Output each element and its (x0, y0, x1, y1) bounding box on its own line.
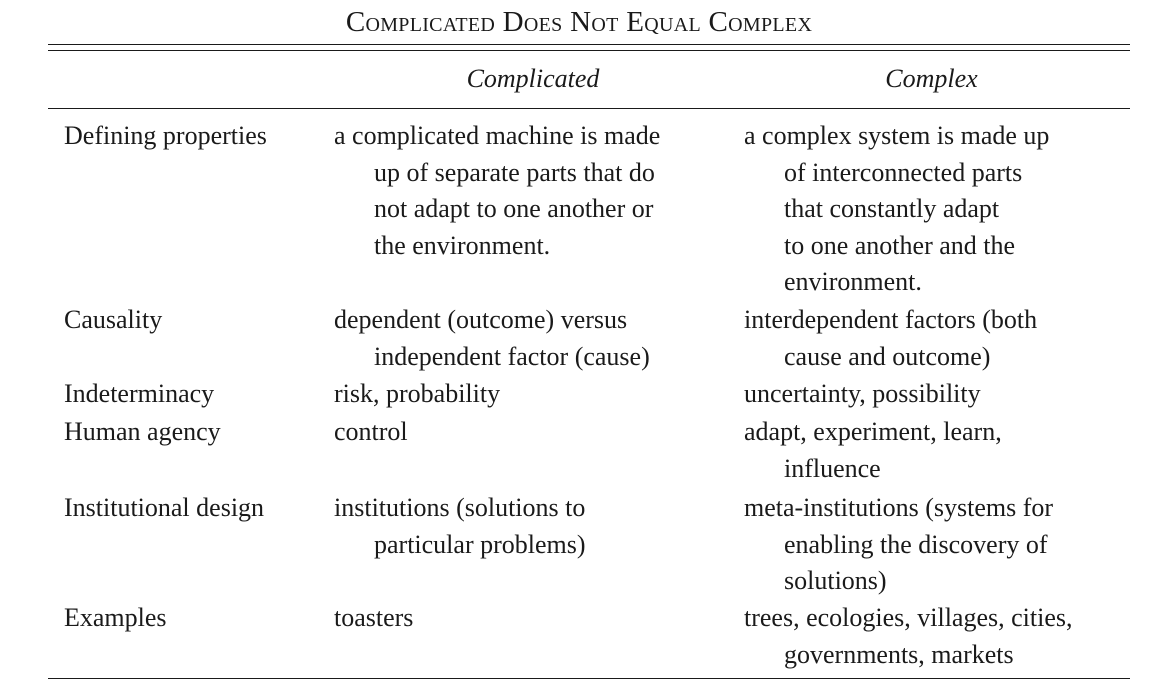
cell-line: environment. (784, 267, 922, 296)
cell-line: toasters (334, 603, 414, 632)
complex-cell (744, 600, 1124, 673)
column-header-complicated: Complicated (466, 64, 600, 93)
complicated-cell (334, 302, 724, 375)
cell-line: a complex system is made up (744, 121, 1050, 150)
complicated-cell (334, 490, 724, 563)
complex-cell (744, 376, 1124, 413)
row-label: Human agency (64, 417, 221, 446)
cell-line: a complicated machine is made (334, 121, 661, 150)
cell-line: not adapt to one another or (374, 194, 654, 223)
complicated-cell (334, 600, 724, 637)
cell-line: dependent (outcome) versus (334, 305, 628, 334)
cell-line: to one another and the (784, 230, 1016, 260)
top-rule-inner (48, 50, 1130, 51)
row-label: Institutional design (64, 493, 265, 522)
cell-line: influence (784, 453, 881, 483)
bottom-rule (48, 678, 1130, 679)
cell-line: uncertainty, possibility (744, 379, 981, 408)
row-label: Causality (64, 305, 163, 334)
cell-line: interdependent factors (both (744, 305, 1038, 334)
cell-line: up of separate parts that do (374, 157, 655, 187)
cell-line: trees, ecologies, villages, cities, (744, 603, 1073, 632)
cell-line: the environment. (374, 230, 551, 260)
cell-line: governments, markets (784, 639, 1014, 669)
cell-line: cause and outcome) (784, 341, 991, 371)
complex-cell (744, 490, 1124, 600)
table-title: Complicated Does Not Equal Complex (345, 6, 813, 38)
cell-line: solutions) (784, 566, 887, 595)
complex-cell (744, 118, 1124, 301)
row-label: Examples (64, 603, 167, 632)
cell-line: meta-institutions (systems for (744, 493, 1054, 522)
cell-line: adapt, experiment, learn, (744, 417, 1002, 446)
complex-cell (744, 414, 1124, 487)
cell-line: that constantly adapt (784, 194, 1000, 223)
row-label: Defining properties (64, 121, 267, 150)
complicated-cell (334, 376, 724, 413)
cell-line: particular problems) (374, 529, 586, 559)
cell-line: enabling the discovery of (784, 529, 1048, 559)
row-label: Indeterminacy (64, 379, 215, 408)
column-header-complex: Complex (885, 64, 978, 93)
complex-cell (744, 302, 1124, 375)
top-rule-outer (48, 44, 1130, 45)
cell-line: risk, probability (334, 379, 501, 408)
header-rule (48, 108, 1130, 109)
complicated-cell (334, 414, 724, 451)
complicated-cell (334, 118, 724, 264)
cell-line: of interconnected parts (784, 157, 1023, 187)
cell-line: institutions (solutions to (334, 493, 586, 522)
cell-line: control (334, 417, 408, 446)
cell-line: independent factor (cause) (374, 341, 650, 371)
